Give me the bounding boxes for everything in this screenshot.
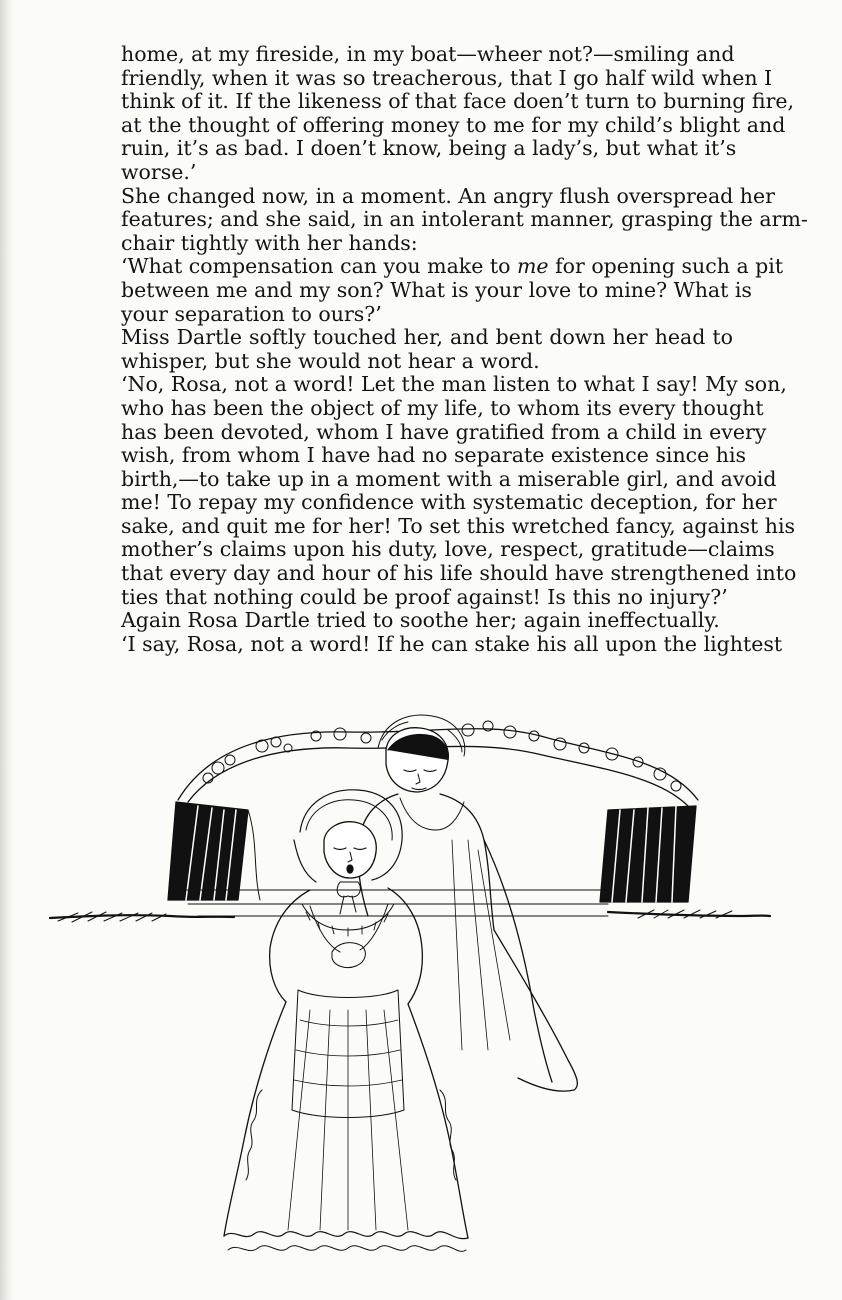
paragraph [121, 372, 797, 609]
text-line: think of it. If the likeness of that face doen’t turn to burning fire, [121, 89, 795, 114]
text-line: mother’s claims upon his duty, love, respect, gratitude—claims [121, 537, 775, 562]
text-line: your separation to ours?’ [121, 301, 382, 326]
text-line [121, 254, 784, 279]
text-line: at the thought of offering money to me for my child’s blight and [121, 112, 786, 137]
text-line: friendly, when it was so treacherous, that I go half wild when I [121, 65, 773, 90]
text-line-content: She changed now, in a moment. An angry flush overspread her [121, 183, 775, 208]
text-line: Miss Dartle softly touched her, and bent down her head to [121, 325, 733, 350]
text-line: between me and my son? What is your love to mine? What is [121, 277, 752, 302]
paragraph [121, 631, 783, 657]
text-line: birth,—to take up in a moment with a miserable girl, and avoid [121, 466, 777, 491]
page-gutter-shadow [0, 0, 14, 1300]
paragraph [121, 326, 733, 373]
paragraph [121, 42, 795, 185]
paragraph [121, 254, 784, 326]
body-text [121, 42, 808, 656]
text-line: ties that nothing could be proof against! Is this no injury?’ [121, 584, 728, 609]
text-segment: ‘What compensation can you make to [121, 254, 517, 279]
text-line: worse.’ [121, 159, 197, 184]
text-line [121, 183, 775, 209]
text-line: whisper, but she would not hear a word. [121, 348, 540, 373]
text-line: sake, and quit me for her! To set this wretched fancy, against his [121, 513, 796, 538]
text-line: wish, from whom I have had no separate existence since his [121, 443, 747, 468]
text-line: ‘No, Rosa, not a word! Let the man listen to what I say! My son, [121, 372, 787, 397]
emphasis-text: me [516, 254, 549, 279]
text-line: who has been the object of my life, to whom its every thought [121, 395, 764, 420]
text-line: me! To repay my confidence with systematic deception, for her [121, 490, 777, 515]
pen-and-ink-illustration-two-women [48, 690, 772, 1270]
text-line: that every day and hour of his life should have strengthened into [121, 561, 797, 586]
paragraph [121, 183, 808, 256]
text-line: ruin, it’s as bad. I doen’t know, being a lady’s, but what it’s [121, 136, 737, 161]
text-segment: for opening such a pit [548, 254, 784, 279]
text-line: features; and she said, in an intolerant manner, grasping the arm- [121, 207, 808, 232]
text-line: Again Rosa Dartle tried to soothe her; again ineffectually. [121, 608, 720, 633]
text-line: chair tightly with her hands: [121, 230, 418, 255]
text-line: home, at my fireside, in my boat—wheer not?—smiling and [121, 42, 735, 66]
text-line: ‘I say, Rosa, not a word! If he can stake his all upon the lightest [121, 631, 783, 656]
text-line: has been devoted, whom I have gratified from a child in every [121, 419, 767, 444]
paragraph [121, 609, 733, 633]
